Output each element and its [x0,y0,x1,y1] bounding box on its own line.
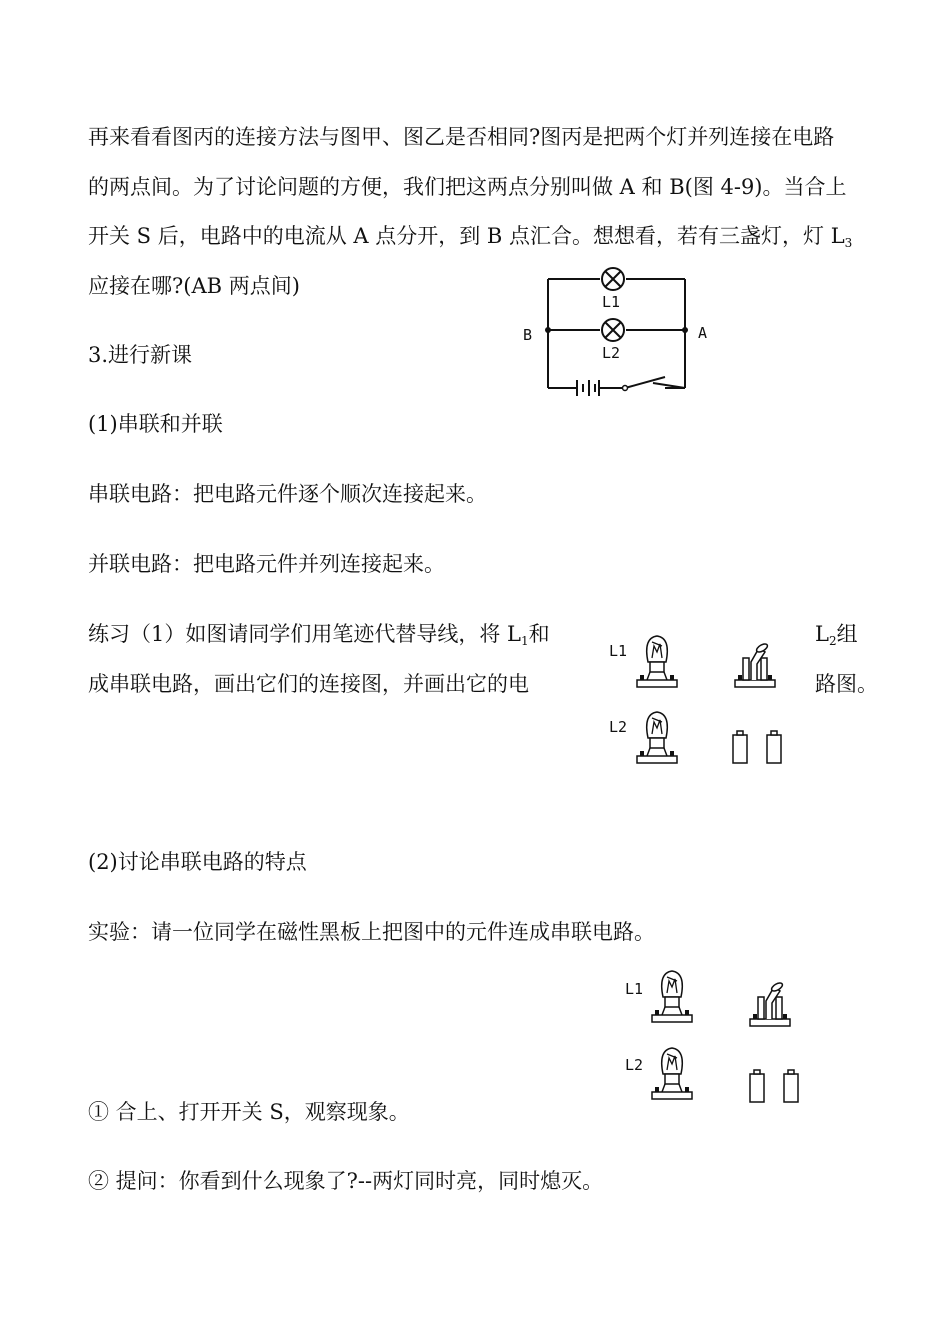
intro-line-1: 再来看看图丙的连接方法与图甲、图乙是否相同?图丙是把两个灯并列连接在电路 [88,125,835,149]
junction-a-dot [682,327,688,333]
intro-line-3-text: 开关 S 后，电路中的电流从 A 点分开，到 B 点汇合。想想看，若有三盏灯，灯 L [88,224,845,248]
section-3-heading: 3.进行新课 [88,343,193,367]
bulb-l2-component [637,712,677,763]
step-1: ① 合上、打开开关 S，观察现象。 [88,1100,410,1124]
subsection-2-heading: (2)讨论串联电路的特点 [88,850,307,874]
exercise-line-1-text: 练习（1）如图请同学们用笔迹代替导线，将 L [88,622,521,646]
parallel-circuit-diagram [515,262,725,397]
exercise-line-2: 成串联电路，画出它们的连接图，并画出它的电 [88,672,529,696]
step-2: ② 提问：你看到什么现象了?--两灯同时亮，同时熄灭。 [88,1169,604,1193]
component-label-l1: L1 [625,980,644,998]
label-l1: L1 [602,293,621,311]
switch-component [735,642,775,687]
bulb-l2-component [652,1048,692,1099]
bulb-l1-component [652,971,692,1022]
exercise-l2-suffix: 组 [836,622,858,646]
exercise-line-1-suffix: 和 [528,622,550,646]
subsection-1-heading: (1)串联和并联 [88,412,223,436]
exercise-l1-subscript: 1 [520,634,529,648]
lamp-l1-symbol [602,268,624,290]
components-figure-1 [605,628,805,768]
label-b: B [523,326,533,344]
intro-line-3-subscript: 3 [844,236,853,250]
exercise-line-1-right [815,620,858,651]
label-a: A [698,324,708,342]
component-label-l2: L2 [625,1056,644,1074]
experiment-text: 实验：请一位同学在磁性黑板上把图中的元件连成串联电路。 [88,920,655,944]
lamp-l2-symbol [602,319,624,341]
switch-component [750,981,790,1026]
bulb-l1-component [637,636,677,687]
label-l2: L2 [602,344,621,362]
exercise-line-2-right: 路图。 [815,672,878,696]
intro-line-2: 的两点间。为了讨论问题的方便，我们把这两点分别叫做 A 和 B(图 4-9)。当合上 [88,175,847,199]
component-label-l2: L2 [609,718,628,736]
switch-symbol [623,386,628,391]
intro-line-4: 应接在哪?(AB 两点间) [88,274,300,298]
series-definition: 串联电路：把电路元件逐个顺次连接起来。 [88,482,487,506]
intro-line-3 [88,222,852,253]
battery-cells-component [733,731,781,763]
battery-cells-component [750,1070,798,1102]
exercise-l2-subscript: 2 [828,634,837,648]
component-label-l1: L1 [609,642,628,660]
components-figure-2 [622,970,822,1110]
exercise-l2-letter: L [815,622,829,646]
junction-b-dot [545,327,551,333]
battery-symbol [577,380,599,396]
parallel-definition: 并联电路：把电路元件并列连接起来。 [88,552,445,576]
exercise-line-1 [88,620,550,651]
